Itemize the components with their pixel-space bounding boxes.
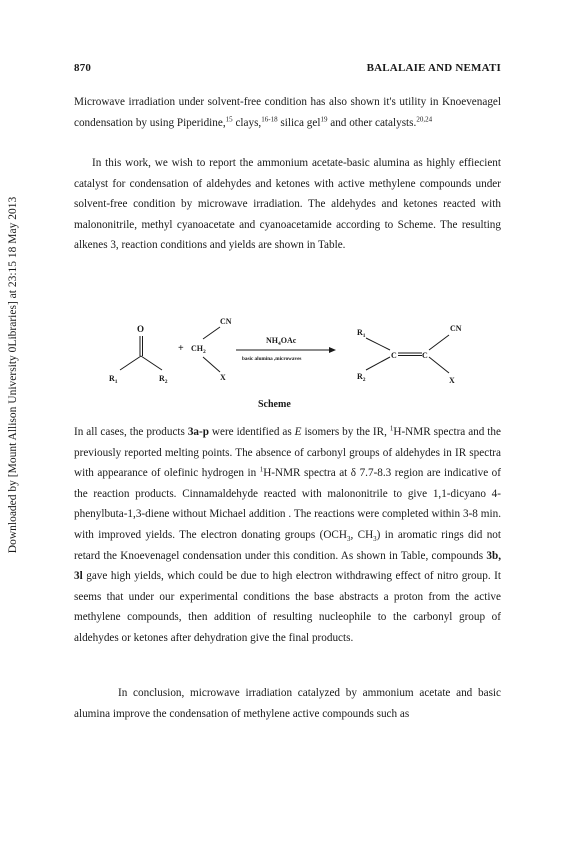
- compound-ref: 3b, 3l: [74, 549, 501, 583]
- product-r1-label: $R_1$: [357, 328, 366, 339]
- p1-text-4: and other catalysts.: [327, 116, 417, 129]
- p3-text: isomers by the IR,: [301, 426, 390, 438]
- isomer-label: E: [294, 426, 302, 438]
- product-x-label: X: [449, 376, 455, 385]
- isotope-superscript: 1: [259, 465, 264, 474]
- citation-ref: 20,24: [416, 114, 433, 123]
- citation-ref: 19: [320, 114, 328, 123]
- alkene-carbon-right: C: [422, 351, 428, 360]
- conditions-label: basic alumina ,microwaves: [242, 356, 302, 362]
- alkene-carbon-left: C: [391, 351, 397, 360]
- plus-sign: +: [178, 343, 184, 354]
- bond-product-r2: [366, 357, 390, 370]
- paragraph-intro: [74, 92, 501, 133]
- download-watermark: [6, 140, 20, 610]
- bond-product-x: [429, 357, 449, 373]
- p1-text-2: clays,: [232, 116, 262, 129]
- ch2-label: $CH_2$: [191, 344, 206, 355]
- bond-product-r1: [366, 338, 390, 350]
- x-label: X: [220, 373, 226, 382]
- p3-text: H-NMR spectra and the previously reported melting points. The absence of carbonyl groups of aldehydes in IR spectra with appearance of olefinic hydrogen in: [74, 426, 501, 480]
- bond-x: [203, 357, 220, 372]
- p3-text: were identified as: [208, 426, 295, 438]
- product-cn-label: CN: [450, 324, 462, 333]
- oxygen-label: O: [137, 324, 145, 334]
- p1-text-1: Microwave irradiation under solvent-free condition has also shown it's utility in Knoevenagel condensation by using Piperidine,: [74, 96, 501, 129]
- arrowhead-icon: [329, 347, 336, 353]
- bond-r1: [120, 356, 141, 370]
- citation-ref: 16-18: [261, 114, 278, 123]
- r1-label: $R_1$: [109, 374, 118, 385]
- download-watermark-text: Downloaded by [Mount Allison University 0Libraries] at 23:15 18 May 2013: [7, 196, 19, 554]
- paragraph-this-work: In this work, we wish to report the ammonium acetate-basic alumina as highly effiecient catalyst for condensation of aldehydes and ketones with active methylene compounds under solvent-free condition by microwave irradiation. The aldehydes and ketones reacted with malononitrile, methyl cyanoacetate and cyanoacetamide according to Scheme. The resulting alkenes 3, reaction conditions and yields are shown in Table.: [74, 157, 501, 252]
- paragraph-results: [74, 422, 501, 649]
- reaction-scheme: [100, 313, 500, 413]
- bond-product-cn: [429, 335, 449, 350]
- p3-text: , CH: [350, 528, 374, 541]
- p3-text: gave high yields, which could be due to high electron withdrawing effect of nitro group. It seems that under our experimental conditions the base abstracts a proton from the active methylene compounds, then addition of resulting nucleophile to the carbonyl group of aldehydes or ketones after dehydration give the final products.: [74, 570, 501, 644]
- reagent-label: $NH_4OAc$: [266, 336, 297, 347]
- p1-text-3: silica gel: [277, 116, 321, 129]
- p3-text: ) in aromatic rings did not retard the Knoevenagel condensation under this condition. As shown in Table, compounds: [74, 528, 501, 562]
- running-title: BALALAIE AND NEMATI: [366, 62, 501, 74]
- page-number: 870: [74, 62, 92, 74]
- bond-r2: [141, 356, 162, 370]
- p3-text: In all cases, the products: [74, 426, 188, 438]
- formula-subscript: 3: [346, 535, 351, 544]
- formula-subscript: 3: [373, 535, 377, 544]
- running-header: [74, 62, 501, 74]
- p3-text: H-NMR spectra at δ 7.7-8.3 region are indicative of the reaction products. Cinnamaldehyde reacted with malononitrile to give 1,1-dicyano 4-phenylbuta-1,3-diene without Michael addition . The reactions were completed within 3-8 min. with improved yields. The electron donating groups (OCH: [74, 467, 501, 541]
- isotope-superscript: 1: [389, 424, 394, 433]
- r2-label: $R_2$: [159, 374, 168, 385]
- citation-ref: 15: [225, 114, 233, 123]
- bond-cn: [203, 327, 220, 339]
- product-r2-label: $R_2$: [357, 372, 366, 383]
- compound-ref: 3a-p: [187, 426, 209, 438]
- cn-label: CN: [220, 317, 232, 326]
- paragraph-conclusion: In conclusion, microwave irradiation catalyzed by ammonium acetate and basic alumina improve the condensation of methylene active compounds such as: [74, 687, 501, 720]
- scheme-caption: Scheme: [258, 399, 291, 410]
